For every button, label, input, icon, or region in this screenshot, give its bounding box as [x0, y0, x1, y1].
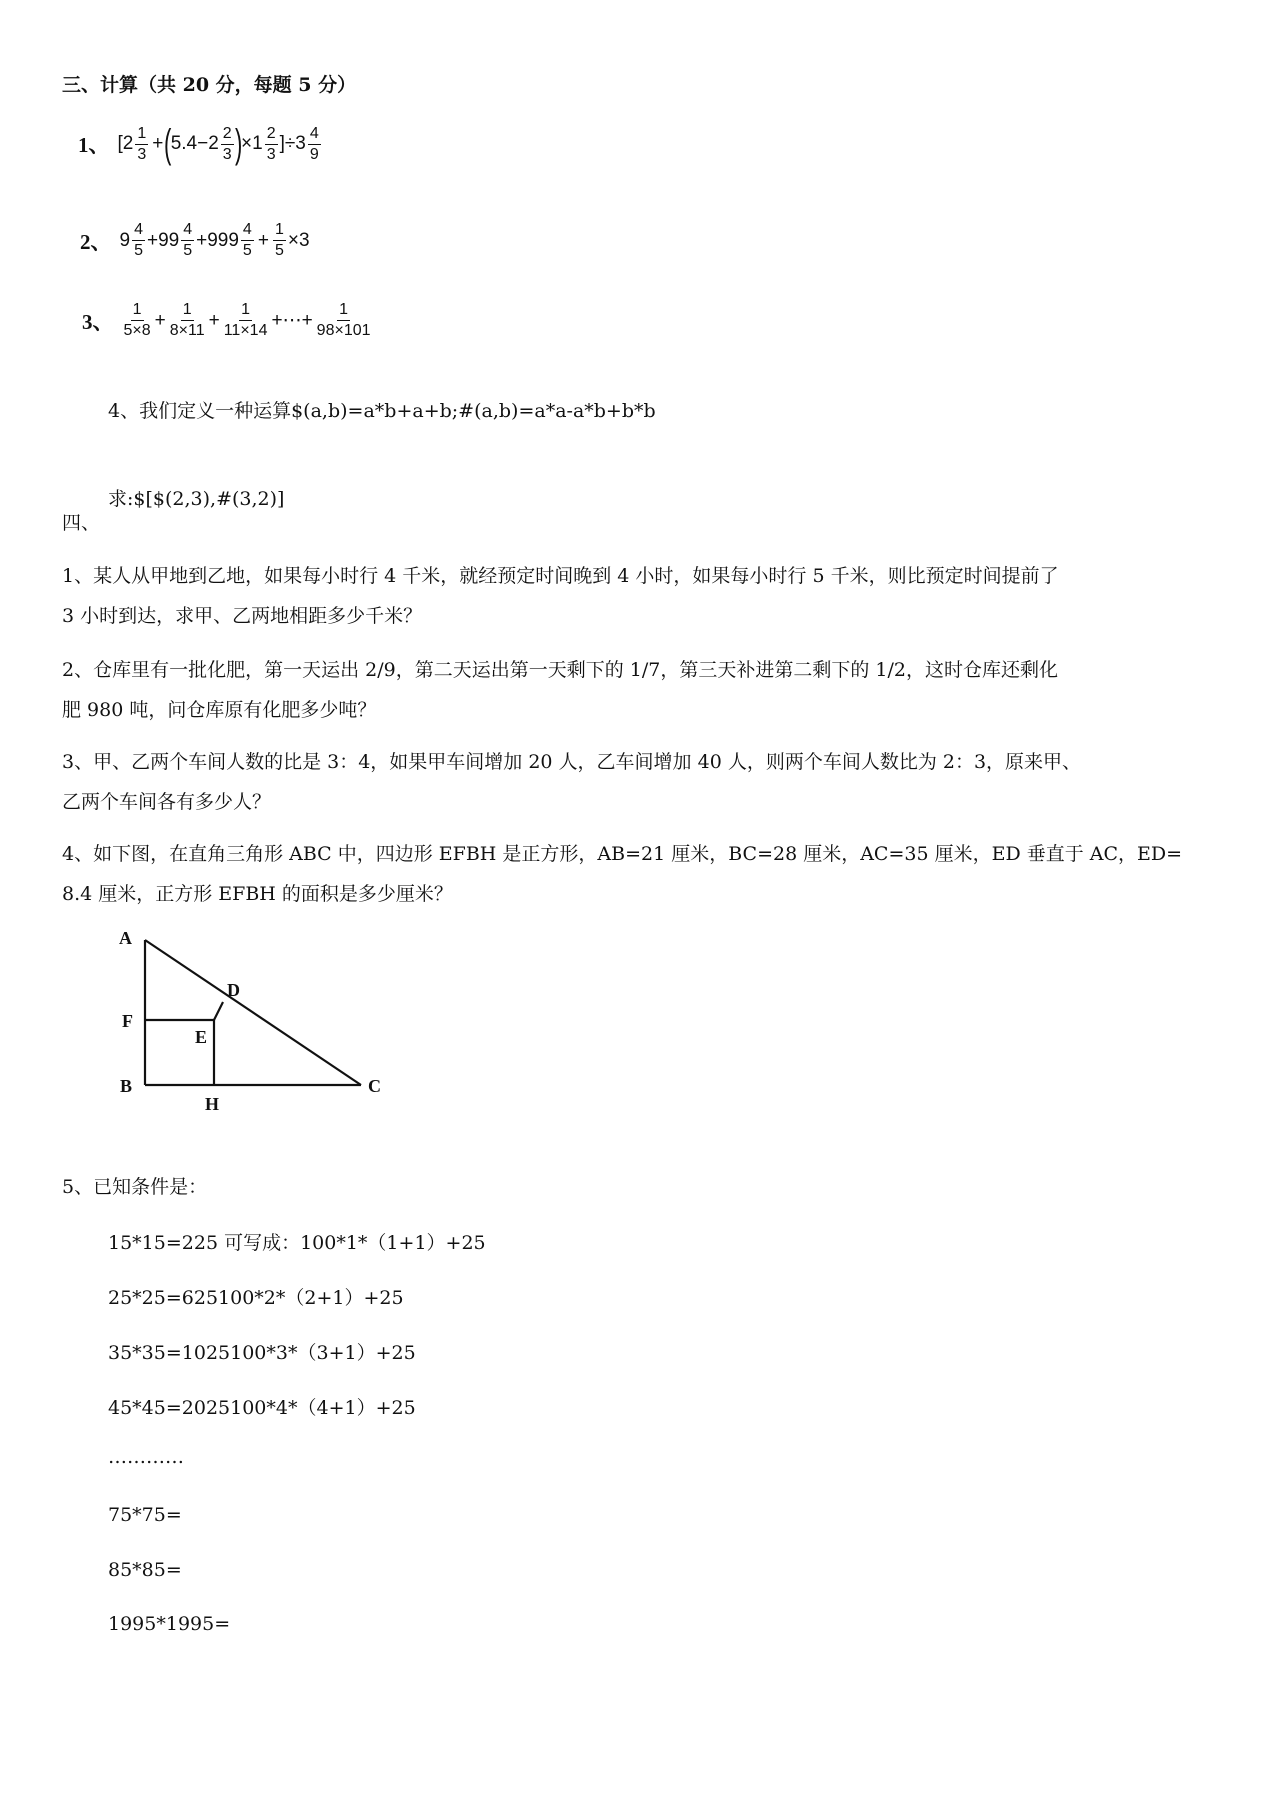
p2-whole-1: 9: [119, 229, 131, 251]
label-a: A: [119, 928, 132, 948]
problem-1-number: 1、: [78, 133, 110, 157]
question-3: [62, 742, 1222, 822]
p2-fraction-2: $\frac{4}{5}$: [183, 221, 193, 259]
figure-side-ac: [145, 940, 361, 1085]
question-2-line-1: 2、仓库里有一批化肥，第一天运出 2/9，第二天运出第一天剩下的 1/7，第三天补进第二剩下的 1/2，这时仓库还剩化: [62, 659, 1058, 681]
question-1: [62, 556, 1222, 636]
question-3-line-1: 3、甲、乙两个车间人数的比是 3：4，如果甲车间增加 20 人，乙车间增加 40 人，则两个车间人数比为 2：3，原来甲、: [62, 751, 1082, 773]
section4-title: 四、: [62, 512, 101, 534]
q5-line-4: 45*45=2025100*4*（4+1）+25: [108, 1397, 416, 1419]
p2-fraction-3: $\frac{4}{5}$: [242, 221, 252, 259]
q5-line-85: 85*85=: [108, 1559, 182, 1581]
p2-fraction-4: $\frac{1}{5}$: [274, 221, 284, 259]
p1-right-paren: ): [234, 122, 243, 166]
q5-line-1: 15*15=225 可写成：100*1*（1+1）+25: [108, 1232, 486, 1254]
question-2: [62, 650, 1222, 730]
p1-open-bracket: [: [117, 133, 123, 154]
question-4: [62, 834, 1222, 914]
q5-line-75: 75*75=: [108, 1504, 182, 1526]
q5-line-3: 35*35=1025100*3*（3+1）+25: [108, 1342, 416, 1364]
label-d: D: [227, 980, 240, 1000]
p2-fraction-1: $\frac{4}{5}$: [134, 221, 143, 259]
figure-segment-ed: [214, 1002, 223, 1020]
problem-3-number: 3、: [82, 309, 114, 334]
label-e: E: [195, 1027, 208, 1047]
p1-fraction-1: $\frac{1}{3}$: [137, 124, 147, 163]
p3-fraction-3: $\frac{1}{11\times 14}$: [223, 301, 268, 339]
p3-fraction-4: $\frac{1}{98\times 101}$: [316, 301, 371, 339]
problem-4-definition: 4、我们定义一种运算$(a,b)=a*b+a+b;#(a,b)=a*a-a*b+b*b: [108, 400, 656, 422]
p3-fraction-2: $\frac{1}{8\times 11}$: [169, 301, 205, 339]
p2-tail: ×3: [287, 229, 310, 251]
p1-left-paren: (: [164, 122, 172, 166]
question-1-line-1: 1、某人从甲地到乙地，如果每小时行 4 千米，就经预定时间晚到 4 小时，如果每小时行 5 千米，则比预定时间提前了: [62, 565, 1059, 587]
q5-line-1995: 1995*1995=: [108, 1613, 231, 1635]
p1-whole-1: 2: [122, 133, 134, 154]
label-c: C: [368, 1076, 381, 1096]
problem-2-number: 2、: [80, 229, 112, 254]
p1-fraction-3: $\frac{2}{3}$: [266, 124, 276, 163]
label-b: B: [120, 1076, 133, 1096]
triangle-figure: [113, 920, 393, 1120]
question-1-line-2: 3 小时到达，求甲、乙两地相距多少千米？: [62, 605, 423, 627]
problem-3-formula: [82, 302, 373, 339]
p1-fraction-2: $\frac{2}{3}$: [222, 124, 232, 163]
question-2-line-2: 肥 980 吨，问仓库原有化肥多少吨？: [62, 699, 377, 721]
p3-fraction-1: $\frac{1}{5\times 8}$: [123, 301, 151, 339]
p2-plus: +: [257, 229, 269, 251]
q5-line-2: 25*25=625100*2*（2+1）+25: [108, 1287, 404, 1309]
question-4-line-2: 8.4 厘米，正方形 EFBH 的面积是多少厘米？: [62, 883, 453, 905]
p3-ellipsis: +⋯+: [271, 310, 313, 331]
problem-1-formula: [78, 124, 323, 164]
question-4-line-1: 4、如下图，在直角三角形 ABC 中，四边形 EFBH 是正方形，AB=21 厘米，BC=28 厘米，AC=35 厘米，ED 垂直于 AC，ED=: [62, 843, 1183, 865]
problem-4-question: 求:$[$(2,3),#(3,2)]: [108, 488, 285, 510]
p1-inner: 5.4−2: [170, 133, 219, 154]
p1-close: ]÷3: [279, 133, 306, 154]
label-h: H: [205, 1094, 220, 1114]
section3-title: 三、计算（共 20 分，每题 5 分）: [62, 74, 357, 96]
label-f: F: [122, 1011, 133, 1031]
p2-whole-3: +999: [196, 229, 239, 251]
q5-ellipsis: …………: [108, 1446, 184, 1468]
problem-2-formula: [80, 222, 310, 259]
p3-plus-1: +: [154, 309, 166, 331]
question-3-line-2: 乙两个车间各有多少人？: [62, 791, 272, 813]
p2-whole-2: +99: [146, 229, 180, 251]
p3-plus-2: +: [208, 309, 220, 331]
p1-fraction-4: $\frac{4}{9}$: [309, 124, 319, 163]
p1-plus: +: [152, 133, 164, 154]
question-5-title: 5、已知条件是：: [62, 1176, 208, 1198]
p1-times: ×1: [241, 133, 263, 154]
